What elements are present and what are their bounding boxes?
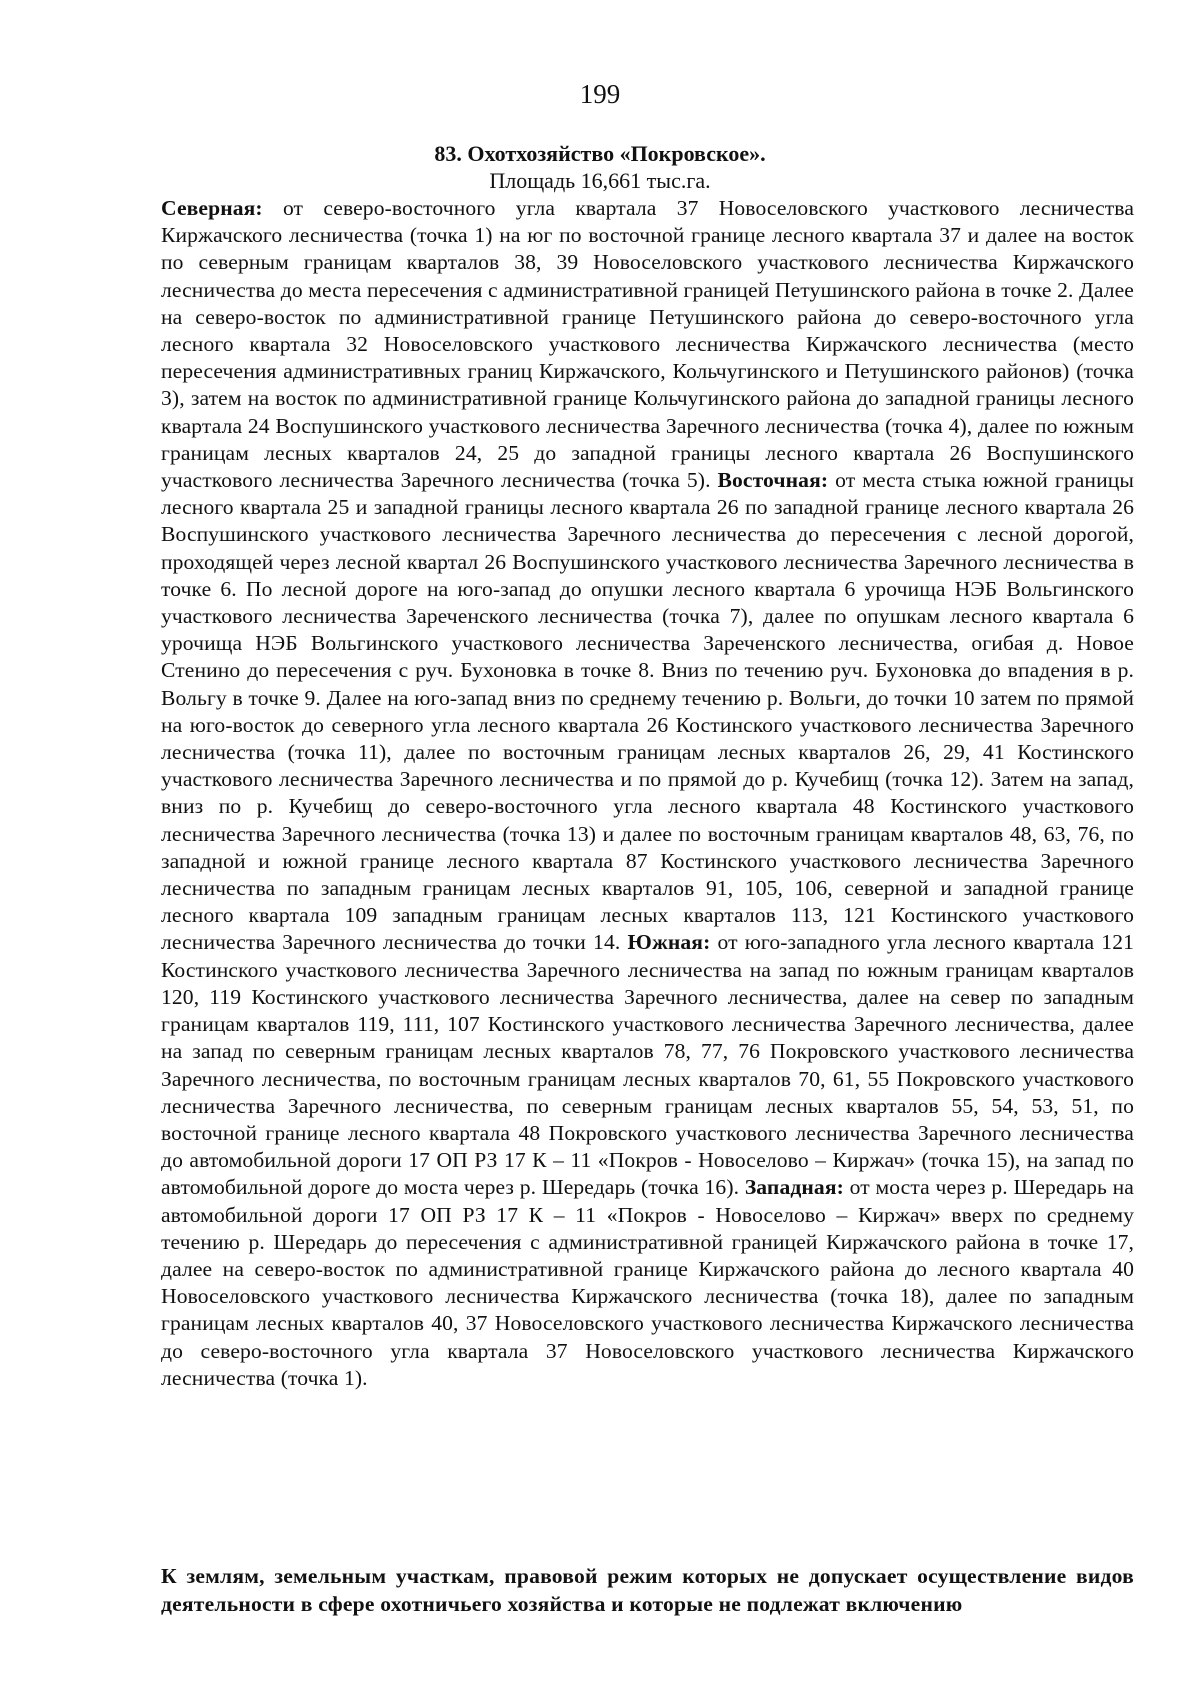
page-number: 199 (579, 79, 621, 109)
area-subtitle: Площадь 16,661 тыс.га. (489, 168, 711, 193)
east-boundary-label: Восточная: (717, 468, 829, 493)
document-title: 83. Охотхозяйство «Покровское». (434, 141, 766, 166)
west-boundary-label: Западная: (744, 1175, 844, 1200)
west-boundary-text: от моста через р. Шередарь на автомобильной дороги 17 ОП РЗ 17 К – 11 «Покров - Новоселово – Киржач» вверх по среднему течению р. Шередарь до пересечения с административной границей Киржачского района в точке 17, далее на северо-восток по административной границе Киржачского района до лесного квартала 40 Новоселовского участкового лесничества Киржачского лесничества (точка 18), далее по западным границам лесных кварталов 40, 37 Новоселовского участкового лесничества Киржачского лесничества до северо-восточного угла квартала 37 Новоселовского участкового лесничества Киржачского лесничества (точка 1). (161, 1175, 1134, 1390)
north-boundary-text: от северо-восточного угла квартала 37 Новоселовского участкового лесничества Киржачского лесничества (точка 1) на юг по восточной границе лесного квартала 37 и далее на восток по северным границам кварталов 38, 39 Новоселовского участкового лесничества Киржачского лесничества до места пересечения с административной границей Петушинского района в точке 2. Далее на северо-восток по административной границе Петушинского района до северо-восточного угла лесного квартала 32 Новоселовского участкового лесничества Киржачского лесничества (место пересечения административных границ Киржачского, Кольчугинского и Петушинского районов) (точка 3), затем на восток по административной границе Кольчугинского района до западной границы лесного квартала 24 Воспушинского участкового лесничества Заречного лесничества (точка 4), далее по южным границам лесных кварталов 24, 25 до западной границы лесного квартала 26 Воспушинского участкового лесничества Заречного лесничества (точка 5). (161, 196, 1134, 493)
footer-paragraph: К землям, земельным участкам, правовой режим которых не допускает осуществление видов деятельности в сфере охотничьего хозяйства и которые не подлежат включению (161, 1564, 1134, 1616)
south-boundary-text: от юго-западного угла лесного квартала 121 Костинского участкового лесничества Заречного лесничества на запад по южным границам кварталов 120, 119 Костинского участкового лесничества Заречного лесничества, далее на север по западным границам кварталов 119, 111, 107 Костинского участкового лесничества Заречного лесничества, далее на запад по северным границам лесных кварталов 78, 77, 76 Покровского участкового лесничества Заречного лесничества, по восточным границам лесных кварталов 70, 61, 55 Покровского участкового лесничества Заречного лесничества, по северным границам лесных кварталов 55, 54, 53, 51, по восточной границе лесного квартала 48 Покровского участкового лесничества Заречного лесничества до автомобильной дороги 17 ОП РЗ 17 К – 11 «Покров - Новоселово – Киржач» (точка 15), на запад по автомобильной дороге до моста через р. Шередарь (точка 16). (161, 930, 1134, 1200)
south-boundary-label: Южная: (627, 930, 711, 955)
north-boundary-label: Северная: (161, 196, 263, 220)
boundary-description (161, 195, 1134, 1392)
east-boundary-text: от места стыка южной границы лесного квартала 25 и западной границы лесного квартала 26 по западной границе лесного квартала 26 Воспушинского участкового лесничества Заречного лесничества до пересечения с лесной дорогой, проходящей через лесной квартал 26 Воспушинского участкового лесничества Заречного лесничества в точке 6. По лесной дороге на юго-запад до опушки лесного квартала 6 урочища НЭБ Вольгинского участкового лесничества Зареченского лесничества (точка 7), далее по опушкам лесного квартала 6 урочища НЭБ Вольгинского участкового лесничества Зареченского лесничества, огибая д. Новое Стенино до пересечения с руч. Бухоновка в точке 8. Вниз по течению руч. Бухоновка до впадения в р. Вольгу в точке 9. Далее на юго-запад вниз по среднему течению р. Вольги, до точки 10 затем по прямой на юго-восток до северного угла лесного квартала 26 Костинского участкового лесничества Заречного лесничества (точка 11), далее по восточным границам лесных кварталов 26, 29, 41 Костинского участкового лесничества Заречного лесничества и по прямой до р. Кучебищ (точка 12). Затем на запад, вниз по р. Кучебищ до северо-восточного угла лесного квартала 48 Костинского участкового лесничества Заречного лесничества (точка 13) и далее по восточным границам кварталов 48, 63, 76, по западной и южной границе лесного квартала 87 Костинского участкового лесничества Заречного лесничества по западным границам лесных кварталов 91, 105, 106, северной и западной границе лесного квартала 109 западным границам лесных кварталов 113, 121 Костинского участкового лесничества Заречного лесничества до точки 14. (161, 468, 1134, 955)
